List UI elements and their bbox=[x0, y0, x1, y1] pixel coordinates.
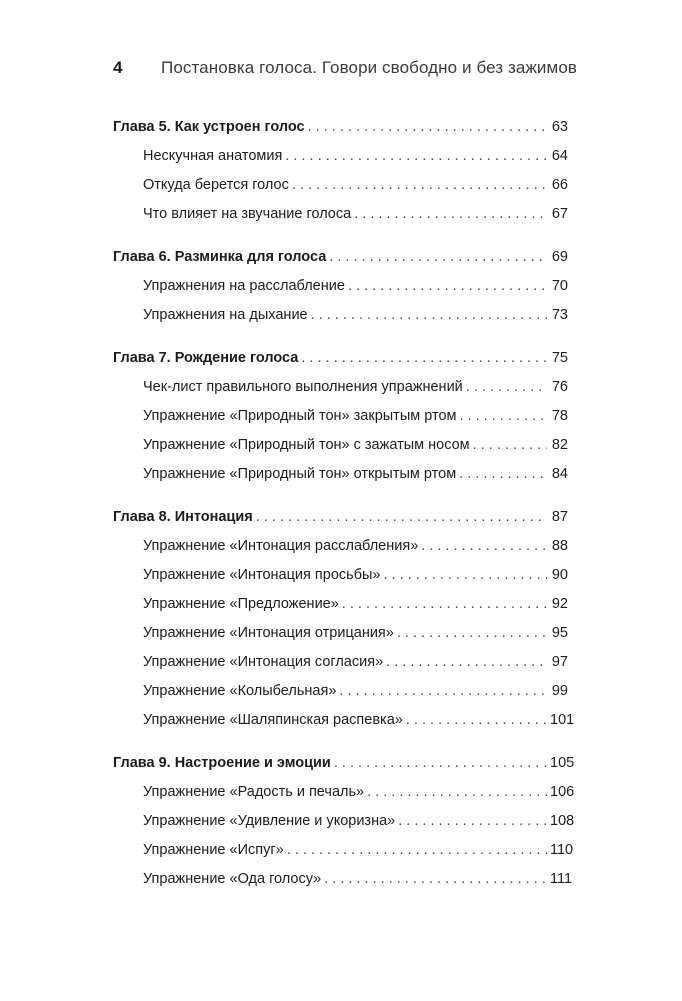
toc-entry-page: 78 bbox=[551, 408, 568, 424]
toc-entry-page: 90 bbox=[551, 567, 568, 583]
toc-entry-page: 99 bbox=[551, 683, 568, 699]
toc-chapter-7 bbox=[113, 344, 568, 489]
toc-entry-page: 82 bbox=[551, 437, 568, 453]
toc-entry-title: Чек-лист правильного выполнения упражнений bbox=[143, 379, 463, 395]
toc-entry[interactable] bbox=[113, 865, 573, 894]
toc-entry-title: Упражнение «Интонация согласия» bbox=[143, 654, 384, 670]
toc-entry-title: Упражнения на расслабление bbox=[143, 278, 345, 294]
dot-leader bbox=[324, 865, 547, 894]
toc-entry-page: 67 bbox=[551, 206, 568, 222]
toc-entry[interactable] bbox=[113, 619, 568, 648]
dot-leader bbox=[406, 706, 547, 735]
dot-leader bbox=[308, 113, 547, 142]
toc-entry-page: 73 bbox=[551, 307, 568, 323]
dot-leader bbox=[348, 272, 547, 301]
dot-leader bbox=[329, 243, 547, 272]
toc-entry-title: Упражнение «Интонация просьбы» bbox=[143, 567, 381, 583]
toc-entry[interactable] bbox=[113, 677, 568, 706]
toc-entry[interactable] bbox=[113, 272, 568, 301]
dot-leader bbox=[301, 344, 547, 373]
toc-chapter-heading[interactable] bbox=[113, 344, 568, 373]
toc-entry[interactable] bbox=[113, 373, 568, 402]
toc-entry-title: Что влияет на звучание голоса bbox=[143, 206, 352, 222]
dot-leader bbox=[386, 648, 547, 677]
toc-entry[interactable] bbox=[113, 778, 575, 807]
toc-entry[interactable] bbox=[113, 402, 568, 431]
toc-entry-page: 87 bbox=[551, 509, 568, 525]
toc-entry-page: 111 bbox=[550, 871, 573, 887]
toc-chapter-heading[interactable] bbox=[113, 749, 575, 778]
toc-entry[interactable] bbox=[113, 431, 568, 460]
toc-entry[interactable] bbox=[113, 142, 568, 171]
toc-entry-page: 105 bbox=[550, 755, 575, 771]
toc-entry-title: Упражнение «Испуг» bbox=[143, 842, 284, 858]
dot-leader bbox=[334, 749, 547, 778]
dot-leader bbox=[339, 677, 547, 706]
toc-entry-page: 64 bbox=[551, 148, 568, 164]
toc-entry-title: Упражнение «Природный тон» с зажатым носом bbox=[143, 437, 470, 453]
toc-chapter-9 bbox=[113, 749, 575, 894]
toc-entry[interactable] bbox=[113, 460, 568, 489]
dot-leader bbox=[367, 778, 547, 807]
toc-entry-title: Откуда берется голос bbox=[143, 177, 289, 193]
dot-leader bbox=[311, 301, 547, 330]
toc-entry-page: 70 bbox=[551, 278, 568, 294]
toc-entry-title: Глава 9. Настроение и эмоции bbox=[113, 755, 331, 771]
dot-leader bbox=[342, 590, 547, 619]
toc-entry-page: 63 bbox=[551, 119, 568, 135]
toc-entry-title: Упражнение «Радость и печаль» bbox=[143, 784, 365, 800]
dot-leader bbox=[354, 200, 547, 229]
dot-leader bbox=[459, 460, 547, 489]
dot-leader bbox=[466, 373, 547, 402]
toc-entry[interactable] bbox=[113, 561, 568, 590]
toc-entry-title: Упражнение «Интонация отрицания» bbox=[143, 625, 394, 641]
table-of-contents bbox=[113, 113, 575, 908]
dot-leader bbox=[421, 532, 547, 561]
toc-chapter-heading[interactable] bbox=[113, 243, 568, 272]
running-header bbox=[113, 58, 583, 78]
toc-entry-title: Нескучная анатомия bbox=[143, 148, 283, 164]
toc-entry[interactable] bbox=[113, 590, 568, 619]
toc-chapter-heading[interactable] bbox=[113, 113, 568, 142]
toc-entry-title: Упражнение «Удивление и укоризна» bbox=[143, 813, 396, 829]
toc-entry[interactable] bbox=[113, 532, 568, 561]
toc-entry-title: Глава 7. Рождение голоса bbox=[113, 350, 299, 366]
dot-leader bbox=[285, 142, 547, 171]
dot-leader bbox=[287, 836, 547, 865]
toc-entry-page: 95 bbox=[551, 625, 568, 641]
toc-entry-title: Глава 8. Интонация bbox=[113, 509, 253, 525]
toc-entry-title: Глава 6. Разминка для голоса bbox=[113, 249, 327, 265]
toc-entry-title: Упражнение «Интонация расслабления» bbox=[143, 538, 419, 554]
toc-entry-page: 66 bbox=[551, 177, 568, 193]
toc-chapter-heading[interactable] bbox=[113, 503, 568, 532]
toc-entry-page: 84 bbox=[551, 466, 568, 482]
toc-entry-page: 108 bbox=[550, 813, 575, 829]
book-title: Постановка голоса. Говори свободно и без зажимов bbox=[161, 58, 578, 77]
dot-leader bbox=[256, 503, 547, 532]
toc-entry-page: 97 bbox=[551, 654, 568, 670]
toc-entry-page: 101 bbox=[550, 712, 575, 728]
toc-chapter-8 bbox=[113, 503, 575, 735]
toc-entry-page: 75 bbox=[551, 350, 568, 366]
toc-entry-title: Упражнения на дыхание bbox=[143, 307, 308, 323]
toc-entry-page: 69 bbox=[551, 249, 568, 265]
toc-entry-title: Упражнение «Ода голосу» bbox=[143, 871, 322, 887]
dot-leader bbox=[397, 619, 547, 648]
toc-entry[interactable] bbox=[113, 301, 568, 330]
toc-entry[interactable] bbox=[113, 807, 575, 836]
toc-entry-page: 76 bbox=[551, 379, 568, 395]
dot-leader bbox=[383, 561, 547, 590]
toc-entry-page: 110 bbox=[550, 842, 574, 858]
toc-entry-title: Упражнение «Предложение» bbox=[143, 596, 339, 612]
dot-leader bbox=[473, 431, 547, 460]
toc-entry[interactable] bbox=[113, 648, 568, 677]
dot-leader bbox=[398, 807, 547, 836]
toc-entry[interactable] bbox=[113, 836, 574, 865]
toc-entry-title: Упражнение «Природный тон» закрытым ртом bbox=[143, 408, 457, 424]
dot-leader bbox=[292, 171, 547, 200]
toc-entry-title: Упражнение «Природный тон» открытым ртом bbox=[143, 466, 457, 482]
toc-entry[interactable] bbox=[113, 706, 575, 735]
toc-entry-page: 88 bbox=[551, 538, 568, 554]
toc-chapter-5 bbox=[113, 113, 568, 229]
toc-entry-title: Глава 5. Как устроен голос bbox=[113, 119, 305, 135]
toc-entry-page: 106 bbox=[550, 784, 575, 800]
toc-entry-title: Упражнение «Колыбельная» bbox=[143, 683, 337, 699]
toc-entry[interactable] bbox=[113, 171, 568, 200]
page-number: 4 bbox=[113, 58, 123, 77]
dot-leader bbox=[460, 402, 548, 431]
toc-entry-title: Упражнение «Шаляпинская распевка» bbox=[143, 712, 403, 728]
toc-entry-page: 92 bbox=[551, 596, 568, 612]
toc-chapter-6 bbox=[113, 243, 568, 330]
toc-entry[interactable] bbox=[113, 200, 568, 229]
